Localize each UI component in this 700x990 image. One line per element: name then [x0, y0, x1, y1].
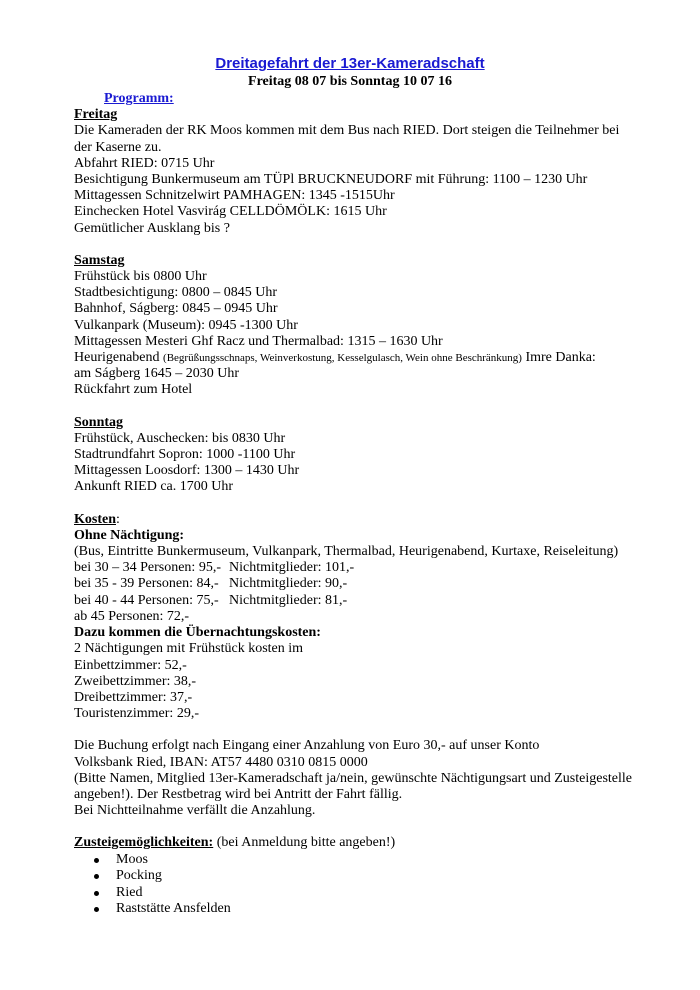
stops-heading-line — [74, 835, 634, 851]
costs-heading: Kosten — [74, 511, 116, 527]
price-from45: ab 45 Personen: 72,- — [74, 608, 190, 624]
list-item — [74, 868, 634, 885]
stops-list — [74, 852, 634, 918]
price-nonmember: Nichtmitglieder: 81,- — [229, 592, 348, 608]
friday-line: Gemütlicher Ausklang bis ? — [74, 220, 230, 236]
bullet-icon — [94, 858, 99, 863]
price-nonmember: Nichtmitglieder: 101,- — [229, 560, 355, 576]
no-overnight-heading: Ohne Nächtigung: — [74, 527, 185, 543]
list-item — [74, 852, 634, 869]
program-label: Programm: — [104, 91, 174, 106]
friday-line: Besichtigung Bunkermuseum am TÜPl BRUCKNEUDORF mit Führung: 1100 – 1230 Uhr — [74, 172, 588, 188]
booking-bank: Volksbank Ried, IBAN: AT57 4480 0310 0815 0000 — [74, 754, 368, 770]
bullet-icon — [94, 874, 99, 879]
friday-line: Abfahrt RIED: 0715 Uhr — [74, 155, 215, 171]
list-item — [74, 901, 634, 918]
price-nonmember: Nichtmitglieder: 90,- — [229, 576, 348, 592]
evening-detail: (Begrüßungsschnaps, Weinverkostung, Kesselgulasch, Wein ohne Beschränkung) — [163, 352, 522, 365]
friday-heading: Freitag — [74, 107, 118, 123]
friday-line: Mittagessen Schnitzelwirt PAMHAGEN: 1345 -1515Uhr — [74, 188, 395, 204]
price-group: bei 30 – 34 Personen: 95,- — [74, 560, 221, 576]
saturday-line: Mittagessen Mesteri Ghf Racz und Thermalbad: 1315 – 1630 Uhr — [74, 333, 443, 349]
overnight-heading: Dazu kommen die Übernachtungskosten: — [74, 625, 321, 641]
document-body — [74, 91, 634, 918]
document-subtitle: Freitag 08 07 bis Sonntag 10 07 16 — [248, 74, 452, 89]
stop-label: Raststätte Ansfelden — [116, 901, 231, 917]
price-group: bei 35 - 39 Personen: 84,- — [74, 576, 219, 592]
saturday-line: Stadtbesichtigung: 0800 – 0845 Uhr — [74, 285, 277, 301]
room-price: Zweibettzimmer: 38,- — [74, 673, 197, 689]
price-row — [74, 576, 634, 592]
evening-suffix: Imre Danka: — [521, 350, 596, 366]
costs-includes: (Bus, Eintritte Bunkermuseum, Vulkanpark, Thermalbad, Heurigenabend, Kurtaxe, Reiseleitung) — [74, 544, 619, 560]
booking-cancellation: Bei Nichtteilnahme verfällt die Anzahlung. — [74, 803, 316, 819]
list-item — [74, 885, 634, 902]
document-title: Dreitagefahrt der 13er-Kameradschaft — [215, 55, 485, 72]
saturday-line: Frühstück bis 0800 Uhr — [74, 269, 207, 285]
friday-line: Einchecken Hotel Vasvirág CELLDÖMÖLK: 1615 Uhr — [74, 204, 387, 220]
saturday-line: Bahnhof, Ságberg: 0845 – 0945 Uhr — [74, 301, 278, 317]
stops-note: (bei Anmeldung bitte angeben!) — [213, 835, 396, 851]
booking-line: Die Buchung erfolgt nach Eingang einer Anzahlung von Euro 30,- auf unser Konto — [74, 738, 540, 754]
sunday-line: Ankunft RIED ca. 1700 Uhr — [74, 479, 234, 495]
booking-note: (Bitte Namen, Mitglied 13er-Kameradschaft ja/nein, gewünschte Nächtigungsart und Zusteigestelle angeben!). Der Restbetrag wird bei Antritt der Fahrt fällig. — [74, 770, 632, 802]
price-group: bei 40 - 44 Personen: 75,- — [74, 592, 219, 608]
costs-heading-line — [74, 512, 634, 528]
room-price: Dreibettzimmer: 37,- — [74, 689, 193, 705]
evening-prefix: Heurigenabend — [74, 350, 164, 366]
overnight-intro: 2 Nächtigungen mit Frühstück kosten im — [74, 641, 304, 657]
sunday-line: Stadtrundfahrt Sopron: 1000 -1100 Uhr — [74, 447, 296, 463]
bullet-icon — [94, 907, 99, 912]
sunday-heading: Sonntag — [74, 414, 124, 430]
stops-heading: Zusteigemöglichkeiten: — [74, 835, 214, 851]
sunday-line: Mittagessen Loosdorf: 1300 – 1430 Uhr — [74, 463, 300, 479]
saturday-evening-time: am Ságberg 1645 – 2030 Uhr — [74, 366, 239, 382]
stop-label: Pocking — [116, 868, 162, 884]
costs-heading-colon: : — [116, 511, 120, 527]
friday-intro: Die Kameraden der RK Moos kommen mit dem Bus nach RIED. Dort steigen die Teilnehmer bei der Kaserne zu. — [74, 123, 620, 155]
saturday-heading: Samstag — [74, 252, 125, 268]
sunday-line: Frühstück, Auschecken: bis 0830 Uhr — [74, 430, 286, 446]
bullet-icon — [94, 891, 99, 896]
room-price: Touristenzimmer: 29,- — [74, 706, 199, 722]
stop-label: Moos — [116, 851, 148, 867]
saturday-evening — [74, 350, 634, 366]
room-price: Einbettzimmer: 52,- — [74, 657, 187, 673]
stop-label: Ried — [116, 884, 143, 900]
saturday-return: Rückfahrt zum Hotel — [74, 382, 193, 398]
price-row — [74, 593, 634, 609]
saturday-line: Vulkanpark (Museum): 0945 -1300 Uhr — [74, 317, 298, 333]
price-row — [74, 560, 634, 576]
